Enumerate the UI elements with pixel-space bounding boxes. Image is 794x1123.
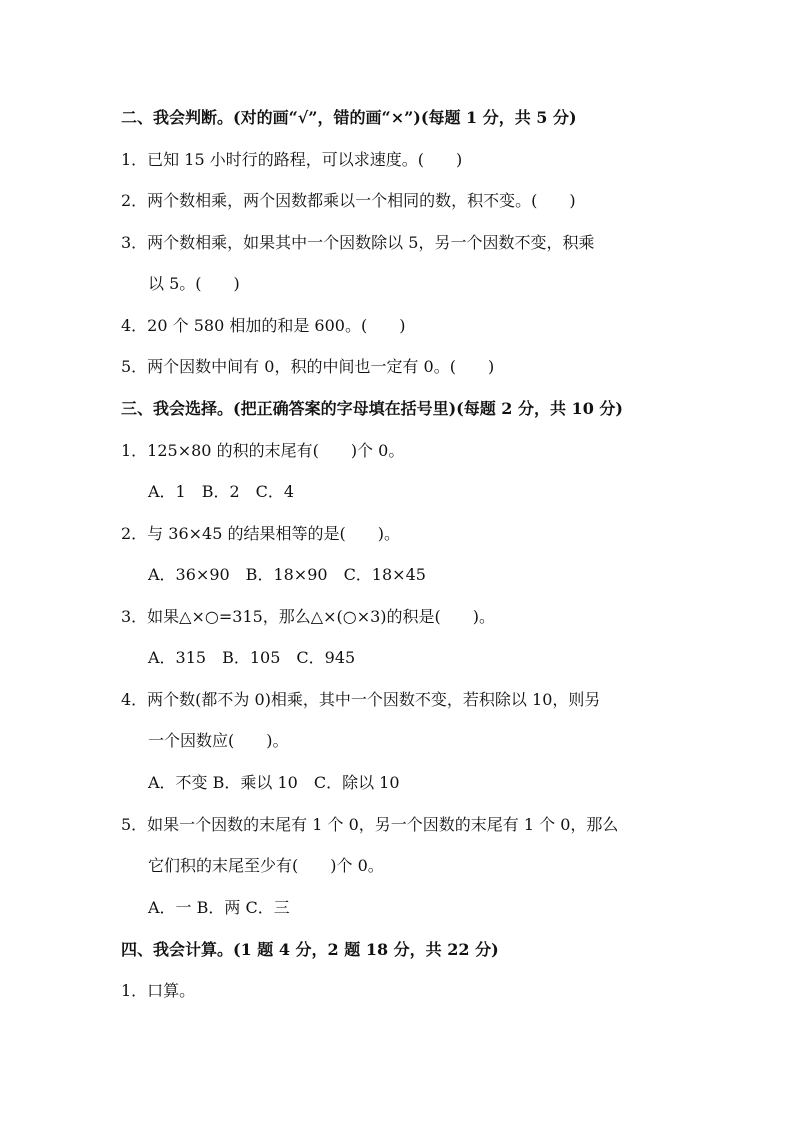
- section-4-heading: 四、我会计算。(1 题 4 分，2 题 18 分，共 22 分): [121, 940, 499, 959]
- judge-question-1: 1．已知 15 小时行的路程，可以求速度。( ): [121, 150, 463, 169]
- choice-question-5-line-1: 5．如果一个因数的末尾有 1 个 0，另一个因数的末尾有 1 个 0，那么: [121, 815, 619, 834]
- choice-question-5-line-2: 它们积的末尾至少有( )个 0。: [148, 856, 384, 875]
- calc-question-1: 1．口算。: [121, 981, 196, 1000]
- section-2-heading: 二、我会判断。(对的画“√”，错的画“×”)(每题 1 分，共 5 分): [121, 108, 577, 127]
- choice-question-3: 3．如果△×○=315，那么△×(○×3)的积是( )。: [121, 607, 496, 626]
- choice-question-2: 2．与 36×45 的结果相等的是( )。: [121, 524, 400, 543]
- judge-question-3-line-2: 以 5。( ): [148, 274, 240, 293]
- judge-question-3-line-1: 3．两个数相乘，如果其中一个因数除以 5，另一个因数不变，积乘: [121, 233, 595, 252]
- choice-question-4-line-2: 一个因数应( )。: [148, 731, 289, 750]
- choice-question-2-options: A．36×90 B．18×90 C．18×45: [148, 565, 426, 584]
- judge-question-2: 2．两个数相乘，两个因数都乘以一个相同的数，积不变。( ): [121, 191, 576, 210]
- choice-question-4-options: A．不变 B．乘以 10 C．除以 10: [148, 773, 400, 792]
- judge-question-4: 4．20 个 580 相加的和是 600。( ): [121, 316, 406, 335]
- choice-question-3-options: A．315 B．105 C．945: [148, 648, 356, 667]
- choice-question-4-line-1: 4．两个数(都不为 0)相乘，其中一个因数不变，若积除以 10，则另: [121, 690, 601, 709]
- choice-question-5-options: A．一 B．两 C．三: [148, 898, 290, 917]
- section-3-heading: 三、我会选择。(把正确答案的字母填在括号里)(每题 2 分，共 10 分): [121, 399, 623, 418]
- choice-question-1: 1．125×80 的积的末尾有( )个 0。: [121, 441, 405, 460]
- judge-question-5: 5．两个因数中间有 0，积的中间也一定有 0。( ): [121, 357, 495, 376]
- choice-question-1-options: A．1 B．2 C．4: [148, 482, 295, 501]
